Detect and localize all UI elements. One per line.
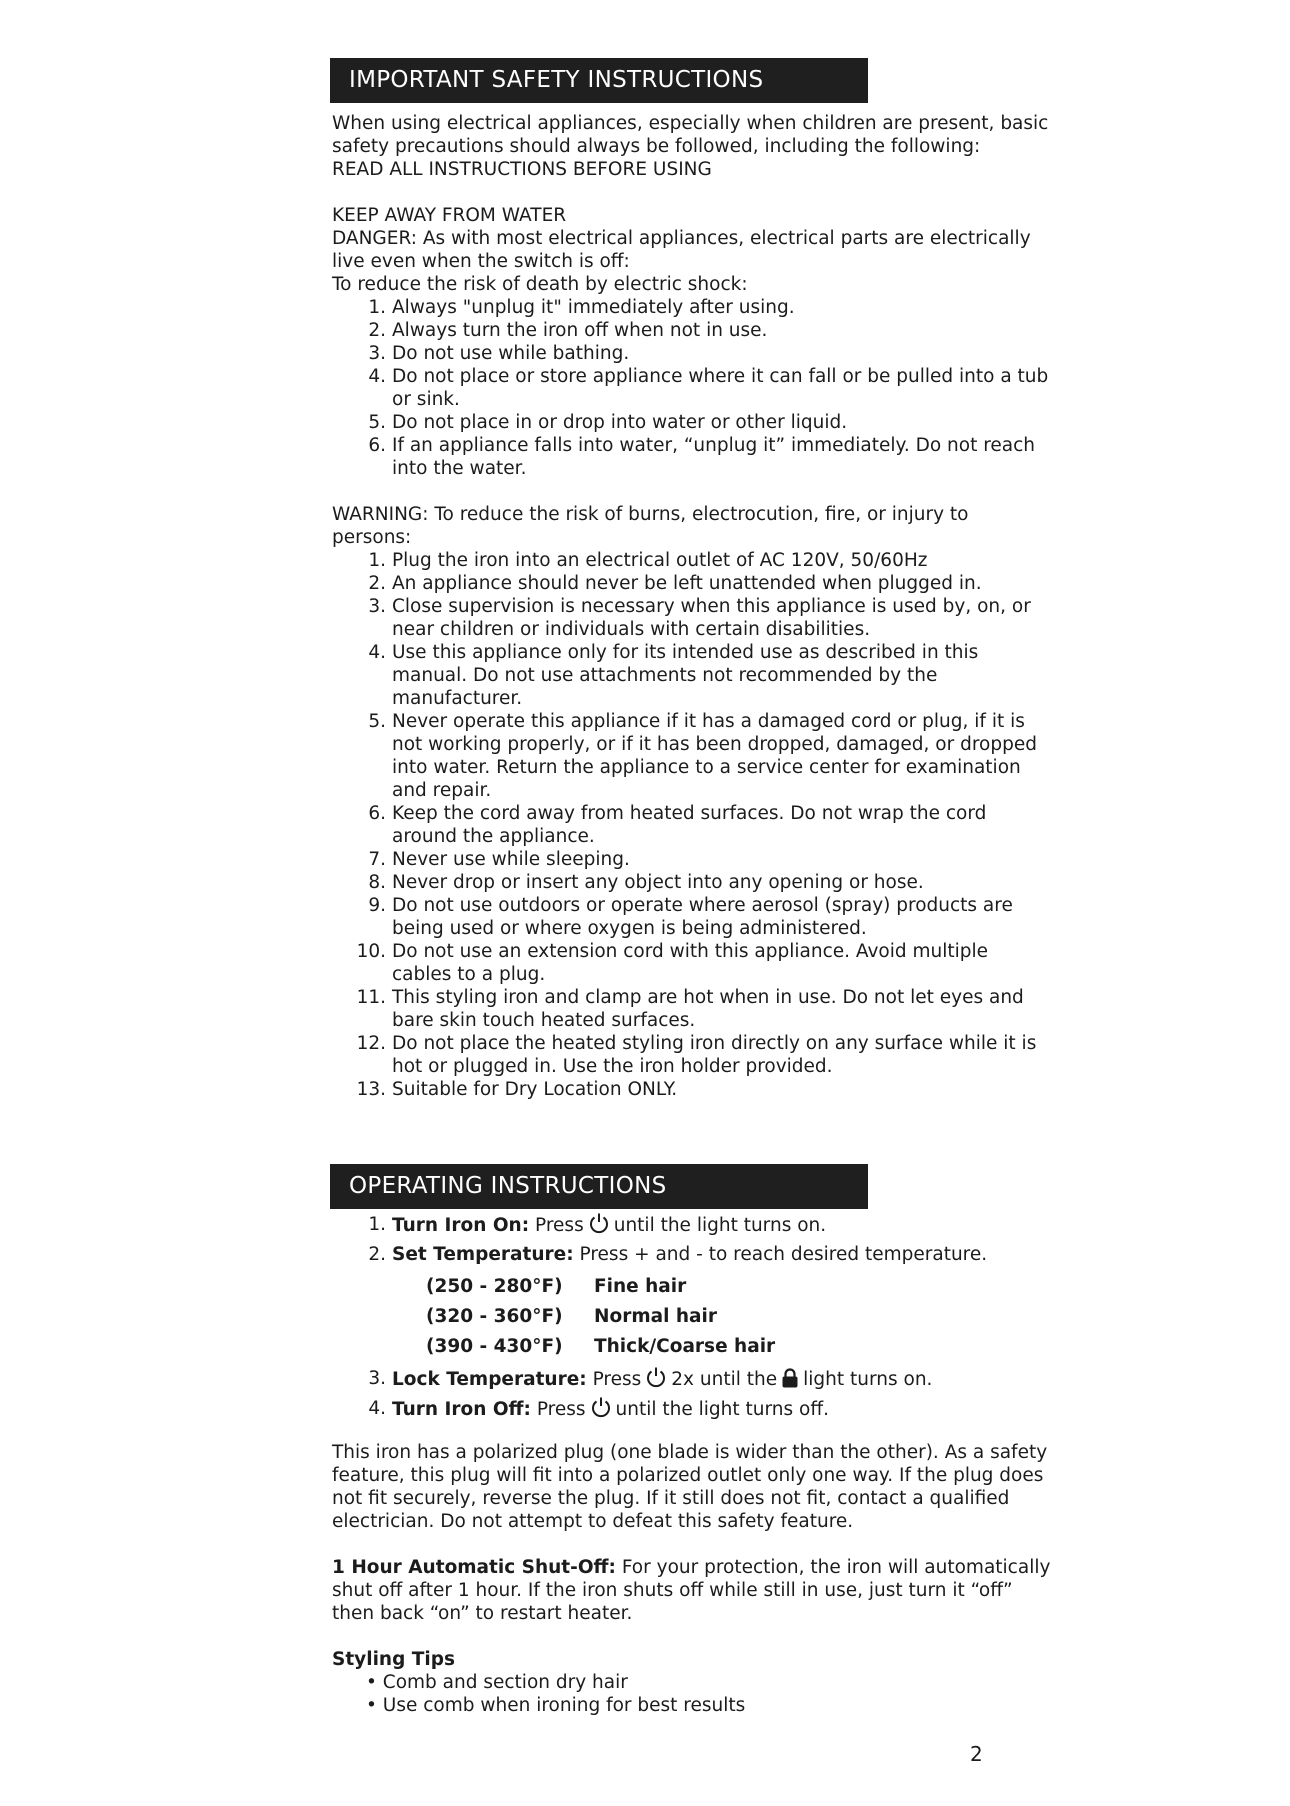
temperature-row: (320 - 360°F) Normal hair [426, 1306, 717, 1327]
list-item: 5. Do not place in or drop into water or other liquid. [368, 412, 848, 433]
list-item: 2. Always turn the iron off when not in use. [368, 320, 768, 341]
reduce-shock-line: To reduce the risk of death by electric shock: [332, 274, 748, 295]
list-item: 4. Use this appliance only for its intended use as described in this manual. Do not use attachments not recommended by the manufacturer. [368, 642, 979, 709]
keep-away-line: KEEP AWAY FROM WATER [332, 205, 567, 226]
temperature-row: (250 - 280°F) Fine hair [426, 1276, 687, 1297]
safety-intro: When using electrical appliances, especially when children are present, basic safety precautions should always be followed, including the following: [332, 113, 1049, 157]
operating-notes [332, 1441, 1052, 1717]
polarized-plug-paragraph: This iron has a polarized plug (one blade is wider than the other). As a safety feature, this plug will fit into a polarized outlet only one way. If the plug does not fit securely, reverse the plug. If it still does not fit, contact a qualified electrician. Do not attempt to defeat this safety feature. [332, 1442, 1048, 1532]
step-turn-on: 1. Turn Iron On: Press until the light turns on. [332, 1212, 1052, 1242]
list-item: 1. Always "unplug it" immediately after using. [368, 297, 795, 318]
step-turn-off: 4. Turn Iron Off: Press until the light turns off. [332, 1396, 1052, 1426]
auto-shutoff-paragraph: 1 Hour Automatic Shut-Off: For your protection, the iron will automatically shut off after 1 hour. If the iron shuts off while still in use, just turn it “off” then back “on” to restart heater. [332, 1557, 1051, 1624]
list-item: 8. Never drop or insert any object into any opening or hose. [368, 872, 924, 893]
safety-section [332, 112, 1052, 1101]
list-item: 6. Keep the cord away from heated surfaces. Do not wrap the cord around the appliance. [368, 803, 987, 847]
operating-header: OPERATING INSTRUCTIONS [330, 1164, 868, 1209]
list-item: • Comb and section dry hair [366, 1672, 628, 1693]
list-item: 9. Do not use outdoors or operate where aerosol (spray) products are being used or where oxygen is being administered. [368, 895, 1013, 939]
list-item: 6. If an appliance falls into water, “unplug it” immediately. Do not reach into the water. [368, 435, 1036, 479]
power-icon [588, 1212, 610, 1242]
step-lock-temperature: 3. Lock Temperature: Press 2x until the light turns on. [332, 1366, 1052, 1396]
list-item: 7. Never use while sleeping. [368, 849, 630, 870]
list-item: 11. This styling iron and clamp are hot when in use. Do not let eyes and bare skin touch heated surfaces. [356, 987, 1024, 1031]
styling-tips-title: Styling Tips [332, 1649, 455, 1670]
operating-section [332, 1212, 1052, 1426]
list-item: 13. Suitable for Dry Location ONLY. [356, 1079, 678, 1100]
warning-paragraph: WARNING: To reduce the risk of burns, electrocution, fire, or injury to persons: [332, 504, 969, 548]
page-number: 2 [970, 1742, 983, 1766]
list-item: 5. Never operate this appliance if it has a damaged cord or plug, if it is not working properly, or if it has been dropped, damaged, or dropped into water. Return the appliance to a service center for examination and repair. [368, 711, 1037, 801]
operating-steps [332, 1212, 1052, 1268]
operating-steps-cont [332, 1366, 1052, 1426]
temperature-row: (390 - 430°F) Thick/Coarse hair [426, 1336, 776, 1357]
list-item: 2. An appliance should never be left unattended when plugged in. [368, 573, 982, 594]
step-set-temperature: 2. Set Temperature: Press + and - to reach desired temperature. [368, 1244, 988, 1265]
danger-list [332, 296, 1052, 480]
danger-paragraph: DANGER: As with most electrical appliances, electrical parts are electrically live even when the switch is off: [332, 228, 1031, 272]
warning-list [332, 549, 1052, 1101]
read-all-line: READ ALL INSTRUCTIONS BEFORE USING [332, 159, 712, 180]
styling-tips-list [332, 1671, 1052, 1717]
list-item: 12. Do not place the heated styling iron directly on any surface while it is hot or plugged in. Use the iron holder provided. [356, 1033, 1037, 1077]
list-item: 10. Do not use an extension cord with this appliance. Avoid multiple cables to a plug. [356, 941, 989, 985]
list-item: 3. Do not use while bathing. [368, 343, 630, 364]
list-item: 3. Close supervision is necessary when this appliance is used by, on, or near children or individuals with certain disabilities. [368, 596, 1031, 640]
power-icon [590, 1396, 612, 1426]
list-item: 1. Plug the iron into an electrical outlet of AC 120V, 50/60Hz [368, 550, 928, 571]
temperature-table [426, 1272, 1052, 1362]
safety-header: IMPORTANT SAFETY INSTRUCTIONS [330, 58, 868, 103]
lock-icon [781, 1368, 799, 1396]
list-item: • Use comb when ironing for best results [366, 1695, 746, 1716]
list-item: 4. Do not place or store appliance where it can fall or be pulled into a tub or sink. [368, 366, 1049, 410]
power-icon [645, 1366, 667, 1396]
